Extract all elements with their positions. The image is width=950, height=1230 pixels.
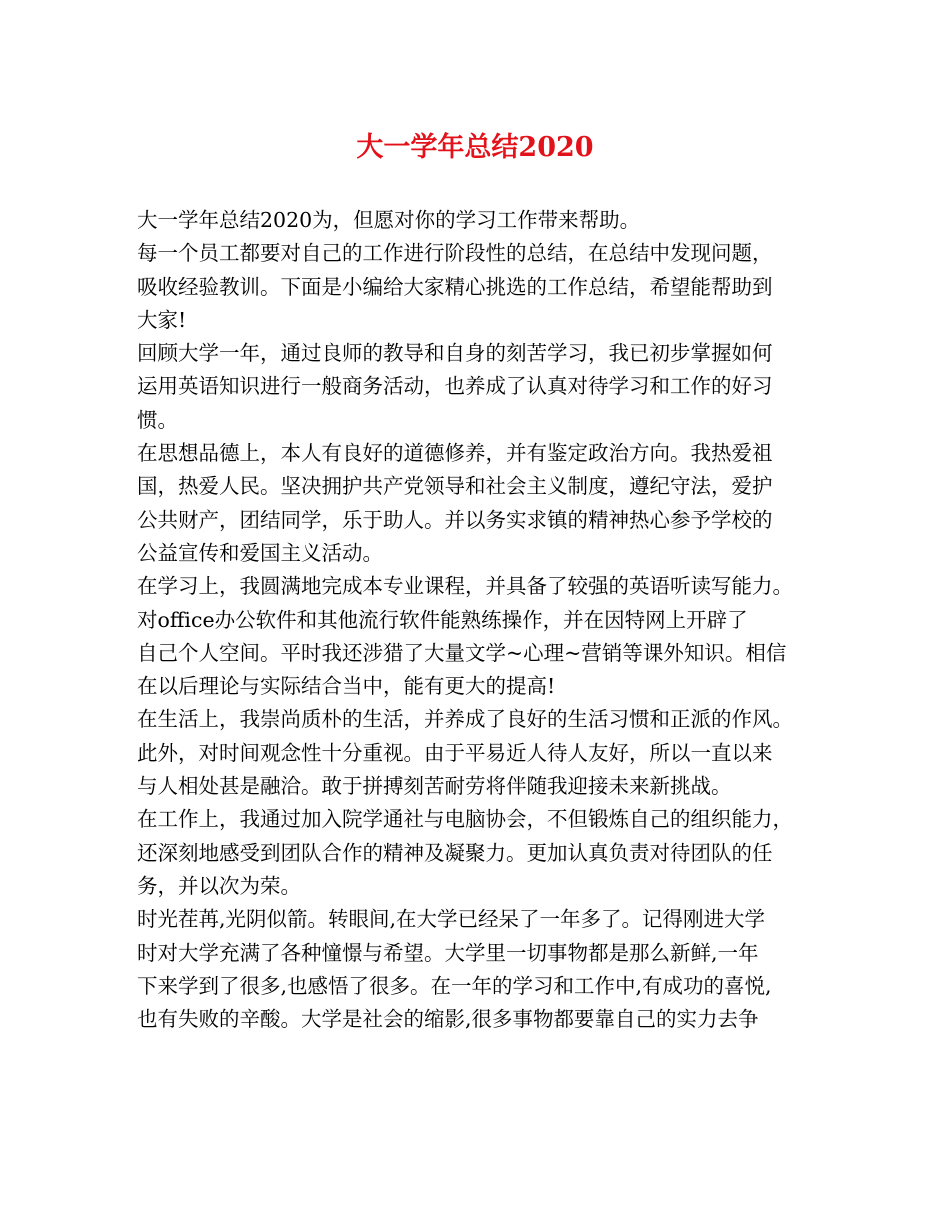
body-line: 公共财产，团结同学，乐于助人。并以务实求镇的精神热心参予学校的 bbox=[137, 507, 773, 532]
body-line: 公益宣传和爱国主义活动。 bbox=[137, 540, 383, 565]
body-line: 务，并以次为荣。 bbox=[137, 873, 301, 898]
body-line: 与人相处甚是融洽。敢于拼搏刻苦耐劳将伴随我迎接未来新挑战。 bbox=[137, 774, 732, 799]
body-line: 吸收经验教训。下面是小编给大家精心挑选的工作总结，希望能帮助到 bbox=[137, 274, 773, 299]
document-body bbox=[137, 204, 827, 1036]
body-line: 下来学到了很多,也感悟了很多。在一年的学习和工作中,有成功的喜悦, bbox=[137, 973, 772, 998]
body-line: 在工作上，我通过加入院学通社与电脑协会，不但锻炼自己的组织能力， bbox=[137, 807, 793, 832]
body-line: 也有失败的辛酸。大学是社会的缩影,很多事物都要靠自己的实力去争 bbox=[137, 1007, 759, 1032]
body-line: 惯。 bbox=[137, 407, 178, 432]
body-line: 运用英语知识进行一般商务活动，也养成了认真对待学习和工作的好习 bbox=[137, 374, 773, 399]
body-line: 在生活上，我崇尚质朴的生活，并养成了良好的生活习惯和正派的作风。 bbox=[137, 707, 793, 732]
body-line: 在思想品德上，本人有良好的道德修养，并有鉴定政治方向。我热爱祖 bbox=[137, 441, 773, 466]
document-title: 大一学年总结2020 bbox=[356, 132, 594, 163]
body-line: 大家! bbox=[137, 307, 187, 332]
body-line: 在以后理论与实际结合当中，能有更大的提高! bbox=[137, 674, 556, 699]
body-line: 回顾大学一年，通过良师的教导和自身的刻苦学习，我已初步掌握如何 bbox=[137, 341, 773, 366]
body-line: 时光茬苒,光阴似箭。转眼间,在大学已经呆了一年多了。记得刚进大学 bbox=[137, 907, 766, 932]
body-line: 每一个员工都要对自己的工作进行阶段性的总结，在总结中发现问题， bbox=[137, 241, 773, 266]
body-line: 大一学年总结2020为，但愿对你的学习工作带来帮助。 bbox=[137, 208, 641, 232]
body-line: 自己个人空间。平时我还涉猎了大量文学~心理~营销等课外知识。相信 bbox=[137, 640, 787, 665]
body-line: 在学习上，我圆满地完成本专业课程，并具备了较强的英语听读写能力。 bbox=[137, 574, 793, 599]
body-line: 此外，对时间观念性十分重视。由于平易近人待人友好，所以一直以来 bbox=[137, 740, 773, 765]
body-line: 国，热爱人民。坚决拥护共产党领导和社会主义制度，遵纪守法，爱护 bbox=[137, 474, 773, 499]
body-line: 时对大学充满了各种憧憬与希望。大学里一切事物都是那么新鲜,一年 bbox=[137, 940, 759, 965]
body-line: 还深刻地感受到团队合作的精神及凝聚力。更加认真负责对待团队的任 bbox=[137, 840, 773, 865]
body-line: 对office办公软件和其他流行软件能熟练操作，并在因特网上开辟了 bbox=[137, 607, 748, 632]
